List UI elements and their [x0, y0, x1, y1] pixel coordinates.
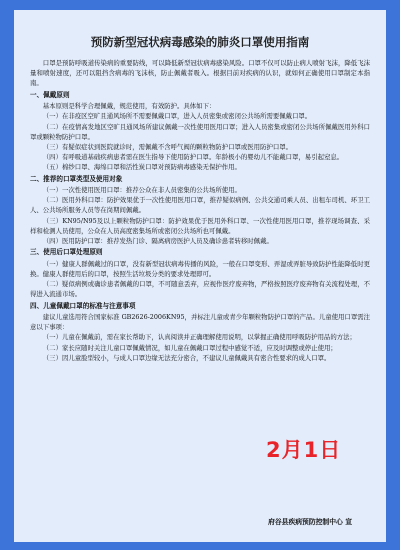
- intro-paragraph: 口罩是预防呼吸道传染病的重要防线，可以降低新型冠状病毒感染风险。口罩不仅可以防止病人喷射飞沫，降低飞沫量和喷射速度，还可以阻挡含病毒的飞沫核，防止佩戴者吸入。根据目前对疾病的认识，就如何正确使用口罩制定本指南。: [30, 59, 370, 88]
- section-1-paragraph: 基本原则是科学合理佩戴，规范使用，有效防护。具体如下：: [42, 102, 216, 111]
- section-1-paragraph: （三）有疑似症状到医院就诊时，需佩戴不含呼气阀的颗粒物防护口罩或医用防护口罩。: [42, 142, 293, 151]
- section-2-paragraph: （三）KN95/N95及以上颗粒物防护口罩：防护效果优于医用外科口罩、一次性使用医用口罩，推荐现场调查、采样和检测人员使用，公众在人员高度密集场所或密闭公共场所也可佩戴。: [30, 216, 370, 235]
- date-stamp: 2月1日: [266, 438, 342, 462]
- section-4-paragraph: （二）家长应随时关注儿童口罩佩戴情况，如儿童在佩戴口罩过程中感觉不适，应及时调整或停止使用；: [42, 343, 337, 352]
- section-1-heading: 一、佩戴原则: [30, 90, 70, 99]
- section-4-paragraph: 建议儿童选用符合国家标准 GB2626-2006KN95，并标注儿童或青少年颗粒物防护口罩的产品。儿童使用口罩需注意以下事项：: [30, 313, 370, 332]
- section-1-paragraph: （二）在疫情高发地区空旷且通风场所建议佩戴一次性使用医用口罩；进入人员密集或密闭公共场所佩戴医用外科口罩或颗粒物防护口罩。: [30, 122, 370, 141]
- section-4-paragraph: （一）儿童在佩戴前，需在家长帮助下，认真阅读并正确理解使用说明，以掌握正确使用呼吸防护用品的方法；: [42, 333, 356, 342]
- section-3-paragraph: （一）健康人群佩戴过的口罩，没有新型冠状病毒传播的风险，一般在口罩变形、弄湿或弄脏导致防护性能降低时更换。健康人群使用后的口罩，按照生活垃圾分类的要求处理即可。: [30, 259, 370, 278]
- section-2-paragraph: （四）医用防护口罩：推荐发热门诊、隔离病房医护人员及确诊患者转移时佩戴。: [42, 237, 273, 246]
- section-1-paragraph: （一）在非疫区空旷且通风场所不需要佩戴口罩，进入人员密集或密闭公共场所需要佩戴口罩。: [42, 112, 312, 121]
- section-1-paragraph: （五）棉纱口罩、海绵口罩和活性炭口罩对预防病毒感染无保护作用。: [42, 163, 241, 172]
- section-2-heading: 二、推荐的口罩类型及使用对象: [30, 174, 123, 183]
- section-1-paragraph: （四）有呼吸道基础疾病患者需在医生指导下使用防护口罩。年龄极小的婴幼儿不能戴口罩，易引起窒息。: [42, 153, 344, 162]
- signature: 府谷县疾病预防控制中心 宣: [268, 518, 352, 526]
- section-4-heading: 四、儿童佩戴口罩的标准与注意事项: [30, 301, 136, 310]
- page-title: 预防新型冠状病毒感染的肺炎口罩使用指南: [90, 35, 310, 49]
- notice-sheet: [14, 10, 386, 542]
- section-2-paragraph: （一）一次性使用医用口罩：推荐公众在非人员密集的公共场所使用。: [42, 186, 241, 195]
- section-3-heading: 三、使用后口罩处理原则: [30, 248, 103, 257]
- section-2-paragraph: （二）医用外科口罩：防护效果优于一次性使用医用口罩，推荐疑似病例、公共交通司乘人员、出租车司机、环卫工人、公共场所服务人员等在岗期间佩戴。: [30, 196, 370, 215]
- section-3-paragraph: （二）疑似病例或确诊患者佩戴的口罩，不可随意丢弃，应视作医疗废弃物，严格按照医疗废弃物有关流程处理，不得进入流通市场。: [30, 280, 370, 299]
- section-4-paragraph: （三）因儿童脸型较小，与成人口罩边缘无法充分密合，不建议儿童佩戴具有密合性要求的成人口罩。: [42, 353, 331, 362]
